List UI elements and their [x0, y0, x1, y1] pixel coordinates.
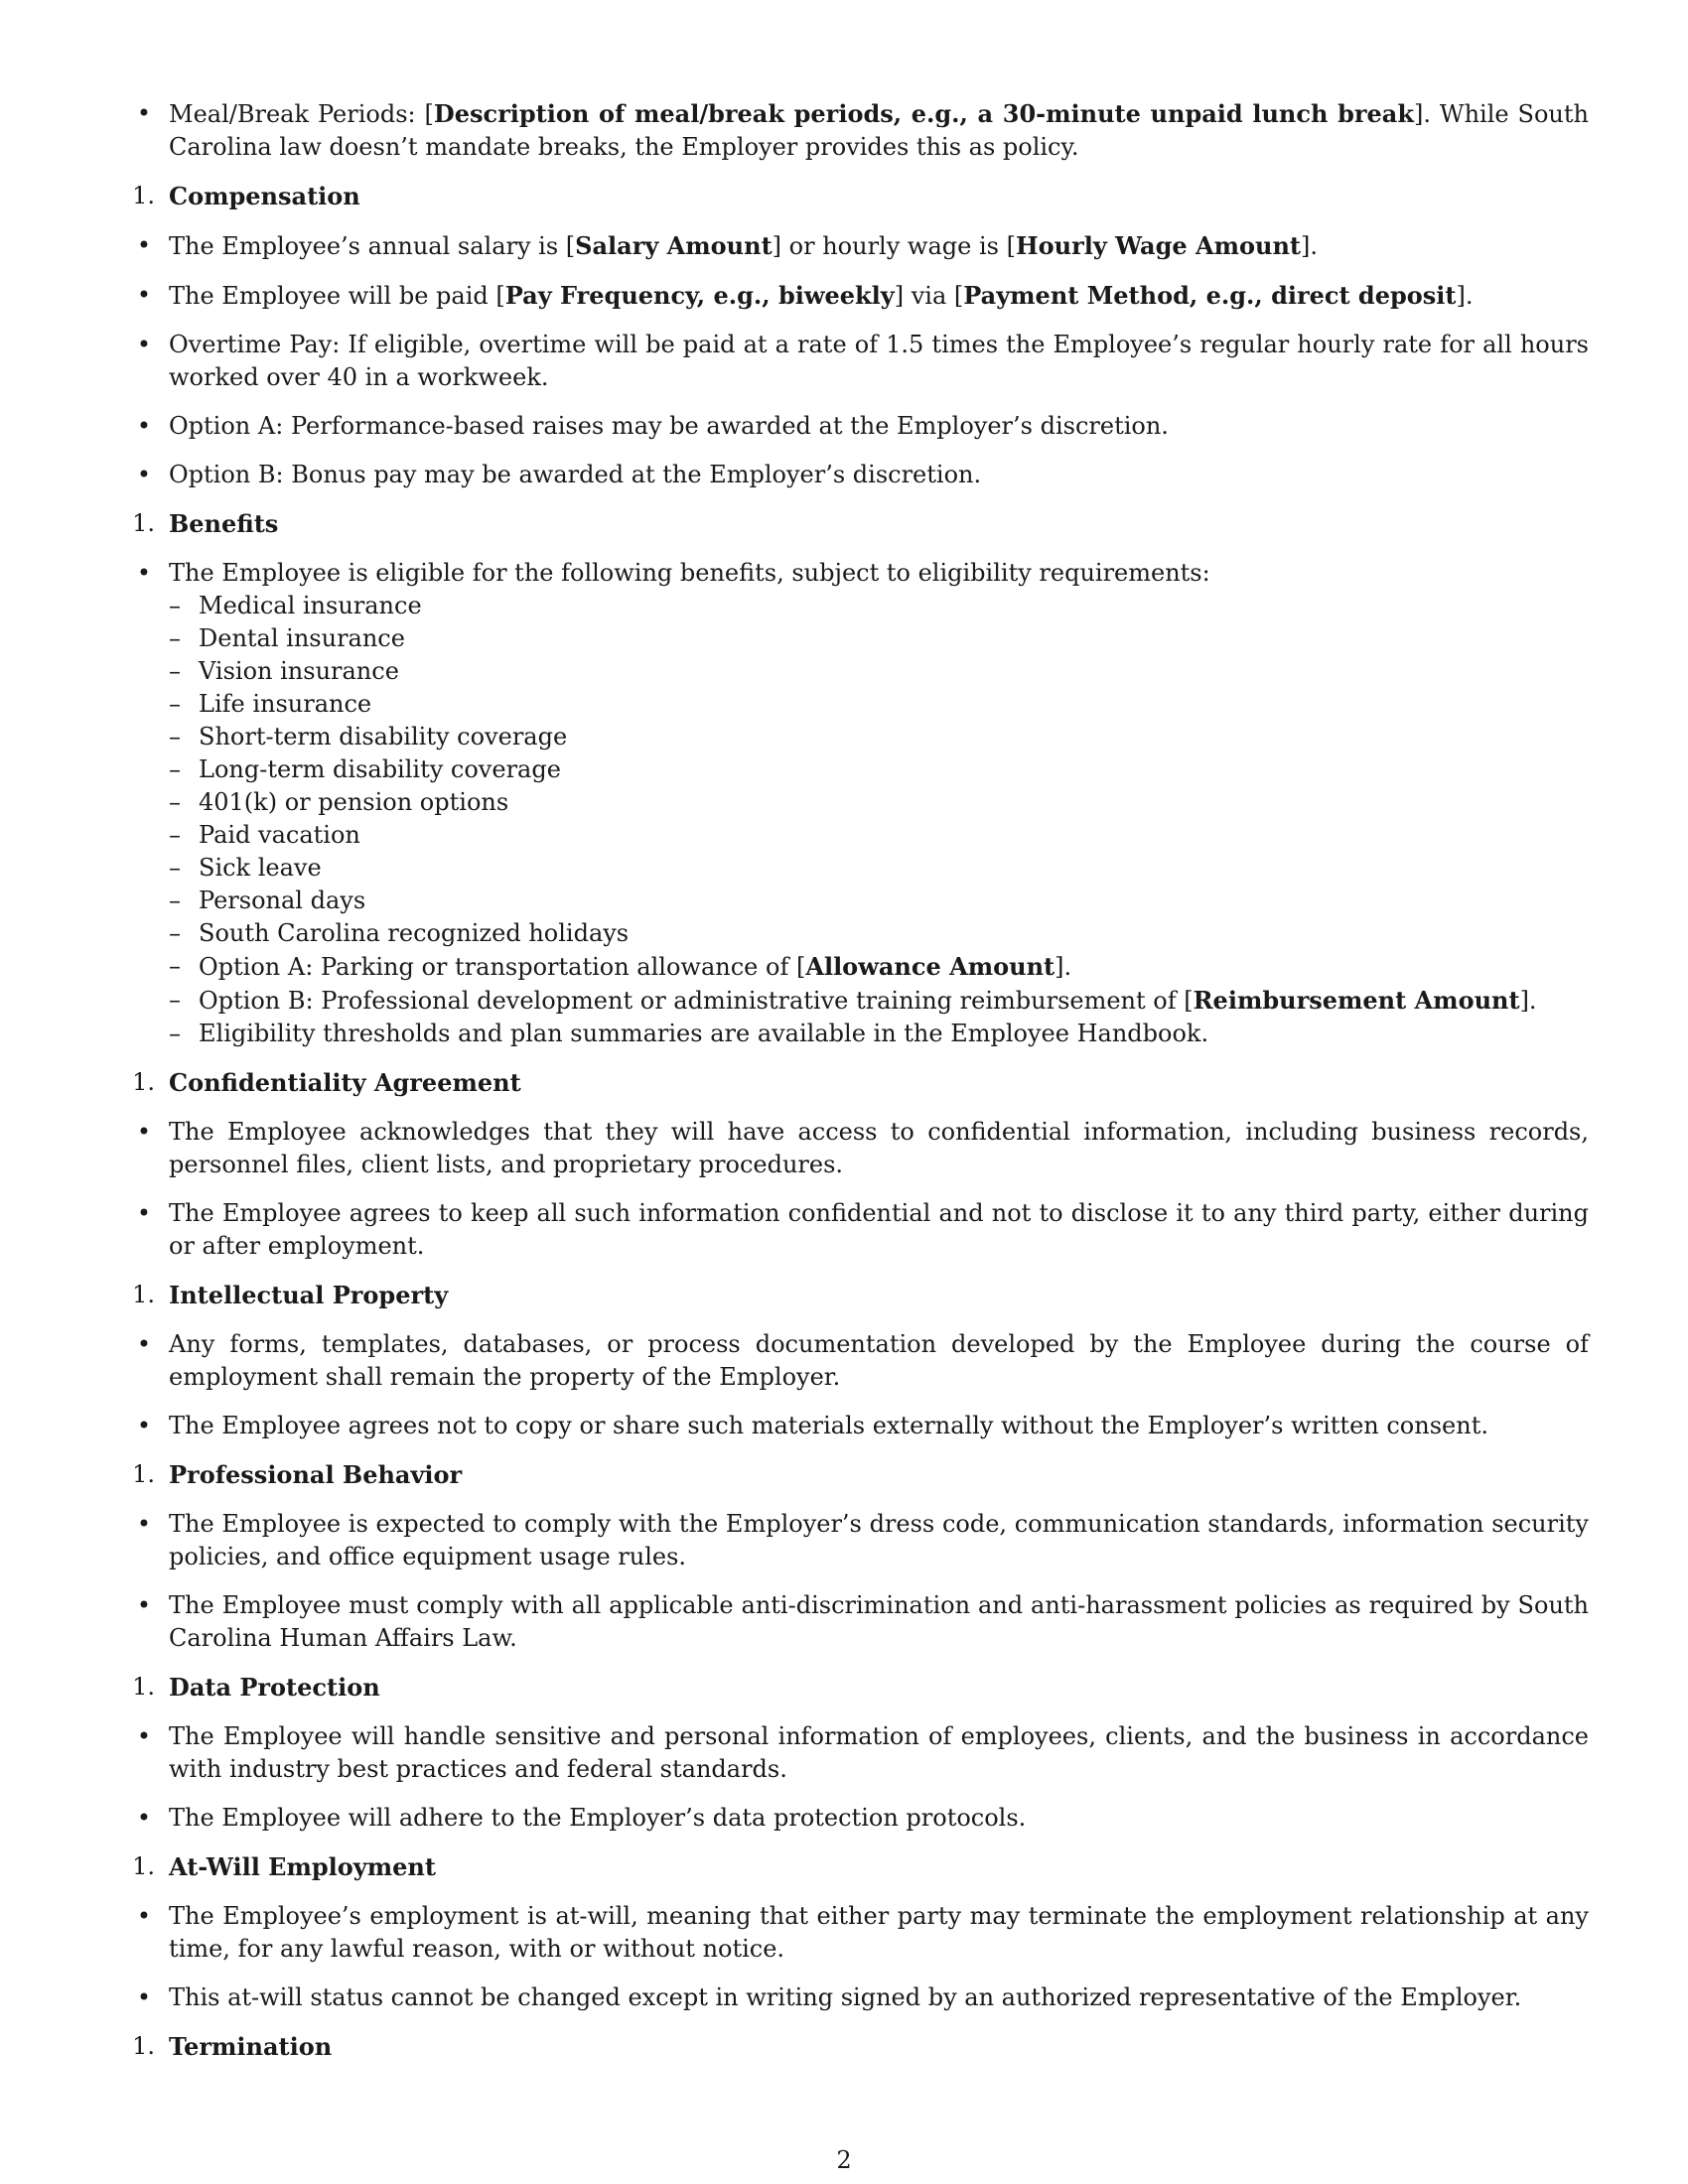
benefit-item	[169, 917, 1589, 950]
bullet-marker: •	[136, 99, 152, 127]
bullet-comp-option-b	[129, 459, 1589, 491]
section-heading-ip	[129, 1279, 1589, 1312]
allowance-amount-placeholder: Allowance Amount	[805, 952, 1055, 981]
page-number: 2	[836, 2146, 852, 2174]
reimbursement-amount-placeholder: Reimbursement Amount	[1193, 986, 1520, 1015]
at-will-text-2: This at-will status cannot be changed except in writing signed by an authorized representative of the Employer.	[169, 1983, 1522, 2011]
benefit-item	[169, 655, 1589, 688]
benefit-item	[169, 753, 1589, 786]
bullet-marker: •	[136, 1412, 152, 1439]
section-heading-compensation	[129, 180, 1589, 213]
comp-option-b-text: Option B: Bonus pay may be awarded at the Employer’s discretion.	[169, 461, 982, 488]
benefit-option-a	[169, 950, 1589, 984]
bullet-marker: •	[136, 1983, 152, 2011]
data-protection-text-1: The Employee will handle sensitive and personal information of employees, clients, and the business in accordance with industry best practices and federal standards.	[169, 1722, 1589, 1783]
section-heading-behavior	[129, 1458, 1589, 1492]
section-number: 1.	[132, 1673, 155, 1701]
benefit-label: Vision insurance	[199, 657, 399, 685]
data-protection-text-2: The Employee will adhere to the Employer’s data protection protocols.	[169, 1804, 1027, 1832]
salary-text-c: ] or hourly wage is [	[772, 232, 1016, 260]
bullet-confidentiality-1	[129, 1116, 1589, 1181]
benefit-item	[169, 590, 1589, 622]
bullet-at-will-2	[129, 1981, 1589, 2014]
dash-marker: –	[169, 657, 181, 685]
section-heading-data-protection	[129, 1671, 1589, 1705]
bullet-marker: •	[136, 559, 152, 587]
bullet-marker: •	[136, 461, 152, 488]
benefit-option-a-text: Option A: Parking or transportation allowance of [	[199, 953, 806, 981]
benefits-list	[169, 590, 1589, 1050]
meal-break-label: Meal/Break Periods: [	[169, 100, 434, 128]
benefit-label: Personal days	[199, 887, 366, 914]
benefit-label: Long-term disability coverage	[199, 755, 561, 783]
hourly-wage-placeholder: Hourly Wage Amount	[1015, 231, 1301, 260]
benefits-intro: The Employee is eligible for the following benefits, subject to eligibility requirements:	[169, 559, 1210, 587]
heading-at-will: At-Will Employment	[169, 1852, 436, 1881]
bullet-at-will-1	[129, 1900, 1589, 1966]
salary-text-a: The Employee’s annual salary is [	[169, 232, 576, 260]
behavior-text-2: The Employee must comply with all applicable anti-discrimination and anti-harassment policies as required by South Carolina Human Affairs Law.	[169, 1591, 1589, 1652]
bullet-comp-option-a	[129, 410, 1589, 443]
benefit-item	[169, 852, 1589, 885]
benefit-label: Short-term disability coverage	[199, 723, 568, 751]
dash-marker: –	[169, 887, 181, 914]
section-number: 1.	[132, 1852, 155, 1880]
confidentiality-text-2: The Employee agrees to keep all such information confidential and not to disclose it to any third party, either during or after employment.	[169, 1199, 1589, 1260]
benefit-option-b	[169, 984, 1589, 1018]
section-heading-confidentiality	[129, 1066, 1589, 1100]
bullet-marker: •	[136, 331, 152, 358]
bullet-marker: •	[136, 1902, 152, 1930]
benefit-label: Medical insurance	[199, 592, 422, 619]
pay-frequency-placeholder: Pay Frequency, e.g., biweekly	[504, 281, 895, 310]
dash-marker: –	[169, 952, 181, 980]
document-body	[129, 97, 1589, 2080]
bullet-marker: •	[136, 1330, 152, 1358]
heading-data-protection: Data Protection	[169, 1673, 380, 1702]
benefit-label: South Carolina recognized holidays	[199, 919, 630, 947]
comp-option-a-text: Option A: Performance-based raises may be awarded at the Employer’s discretion.	[169, 412, 1169, 440]
section-number: 1.	[132, 509, 155, 537]
section-heading-at-will	[129, 1850, 1589, 1884]
section-number: 1.	[132, 1460, 155, 1488]
bullet-data-protection-2	[129, 1802, 1589, 1835]
section-number: 1.	[132, 2032, 155, 2060]
dash-marker: –	[169, 1020, 181, 1047]
benefit-label: Life insurance	[199, 690, 372, 718]
dash-marker: –	[169, 624, 181, 652]
heading-termination: Termination	[169, 2032, 333, 2061]
pay-text-a: The Employee will be paid [	[169, 282, 505, 310]
benefit-item	[169, 786, 1589, 819]
bullet-overtime	[129, 329, 1589, 394]
heading-behavior: Professional Behavior	[169, 1460, 463, 1489]
section-heading-benefits	[129, 507, 1589, 541]
dash-marker: –	[169, 755, 181, 783]
heading-compensation: Compensation	[169, 182, 360, 210]
bullet-confidentiality-2	[129, 1197, 1589, 1263]
payment-method-placeholder: Payment Method, e.g., direct deposit	[963, 281, 1457, 310]
bullet-marker: •	[136, 1804, 152, 1832]
benefit-item	[169, 885, 1589, 917]
bullet-marker: •	[136, 1591, 152, 1619]
pay-text-c: ] via [	[894, 282, 964, 310]
dash-marker: –	[169, 919, 181, 947]
salary-amount-placeholder: Salary Amount	[575, 231, 773, 260]
benefit-item	[169, 721, 1589, 753]
bullet-salary	[129, 229, 1589, 263]
bullet-benefits	[129, 557, 1589, 1050]
benefit-option-b-text: Option B: Professional development or administrative training reimbursement of [	[199, 987, 1194, 1015]
section-number: 1.	[132, 1068, 155, 1096]
bullet-marker: •	[136, 1722, 152, 1750]
bullet-meal-break	[129, 97, 1589, 164]
benefit-item	[169, 622, 1589, 655]
dash-marker: –	[169, 854, 181, 882]
benefit-label: 401(k) or pension options	[199, 788, 509, 816]
overtime-text: Overtime Pay: If eligible, overtime will be paid at a rate of 1.5 times the Employee’s regular hourly rate for all hours worked over 40 in a workweek.	[169, 331, 1589, 391]
dash-marker: –	[169, 592, 181, 619]
dash-marker: –	[169, 986, 181, 1014]
dash-marker: –	[169, 723, 181, 751]
dash-marker: –	[169, 788, 181, 816]
ip-text-2: The Employee agrees not to copy or share such materials externally without the Employer’s written consent.	[169, 1412, 1488, 1439]
bullet-ip-1	[129, 1328, 1589, 1394]
bullet-pay-frequency	[129, 279, 1589, 313]
benefit-option-b-tail: ].	[1519, 987, 1537, 1015]
salary-text-d: ].	[1300, 232, 1318, 260]
benefit-label: Sick leave	[199, 854, 322, 882]
bullet-behavior-2	[129, 1589, 1589, 1655]
benefit-label: Dental insurance	[199, 624, 405, 652]
bullet-marker: •	[136, 231, 152, 259]
benefit-eligibility-text: Eligibility thresholds and plan summaries are available in the Employee Handbook.	[199, 1020, 1209, 1047]
bullet-marker: •	[136, 1510, 152, 1538]
section-number: 1.	[132, 182, 155, 209]
benefit-label: Paid vacation	[199, 821, 360, 849]
confidentiality-text-1: The Employee acknowledges that they will have access to confidential information, including business records, personnel files, client lists, and proprietary procedures.	[169, 1118, 1589, 1178]
benefit-item	[169, 819, 1589, 852]
bullet-ip-2	[129, 1410, 1589, 1442]
behavior-text-1: The Employee is expected to comply with the Employer’s dress code, communication standards, information security policies, and office equipment usage rules.	[169, 1510, 1589, 1570]
dash-marker: –	[169, 821, 181, 849]
bullet-data-protection-1	[129, 1720, 1589, 1786]
bullet-marker: •	[136, 1118, 152, 1146]
section-heading-termination	[129, 2030, 1589, 2064]
bullet-behavior-1	[129, 1508, 1589, 1573]
pay-text-d: ].	[1456, 282, 1474, 310]
bullet-marker: •	[136, 281, 152, 309]
dash-marker: –	[169, 690, 181, 718]
meal-break-placeholder: Description of meal/break periods, e.g., a 30-minute unpaid lunch break	[433, 99, 1414, 128]
ip-text-1: Any forms, templates, databases, or process documentation developed by the Employee during the course of employment shall remain the property of the Employer.	[169, 1330, 1589, 1391]
benefit-option-a-tail: ].	[1055, 953, 1072, 981]
heading-benefits: Benefits	[169, 509, 279, 538]
heading-confidentiality: Confidentiality Agreement	[169, 1068, 521, 1097]
section-number: 1.	[132, 1281, 155, 1308]
heading-ip: Intellectual Property	[169, 1281, 449, 1309]
meal-break-tail: ]. While South Carolina law doesn’t mandate breaks, the Employer provides this as policy.	[169, 100, 1589, 161]
bullet-marker: •	[136, 1199, 152, 1227]
benefit-eligibility	[169, 1018, 1589, 1050]
at-will-text-1: The Employee’s employment is at-will, meaning that either party may terminate the employment relationship at any time, for any lawful reason, with or without notice.	[169, 1902, 1589, 1963]
bullet-marker: •	[136, 412, 152, 440]
benefit-item	[169, 688, 1589, 721]
